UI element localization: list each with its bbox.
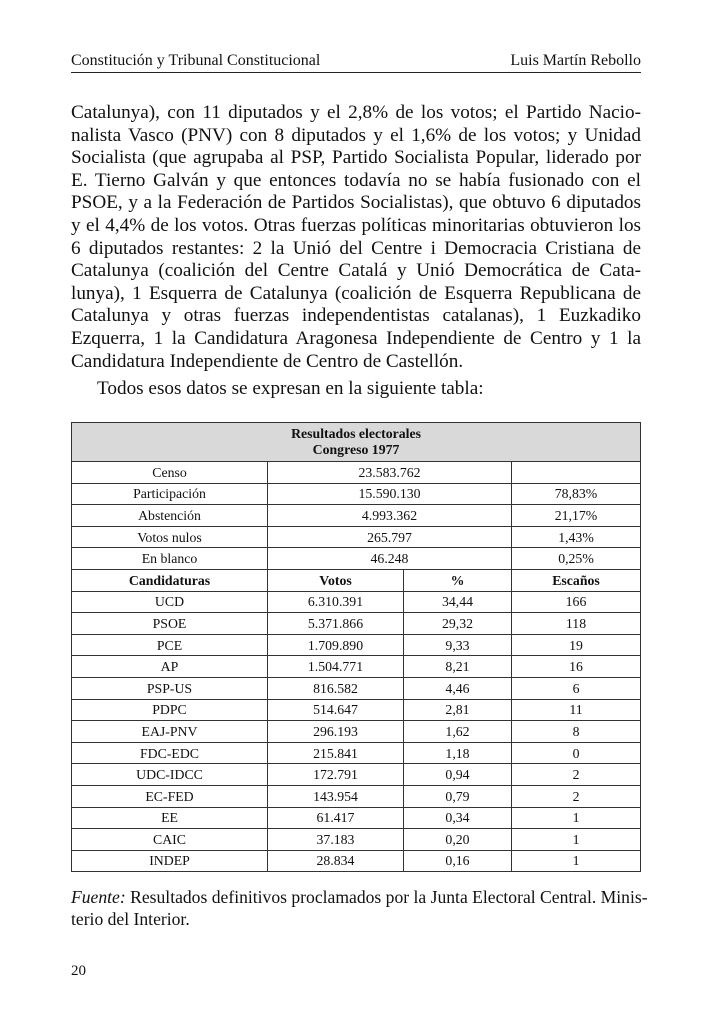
party-seats: 0 [512, 742, 641, 764]
party-votes: 514.647 [268, 699, 404, 721]
party-percent: 0,94 [404, 764, 512, 786]
summary-section [72, 462, 641, 570]
party-name: UCD [72, 591, 268, 613]
table-title-line1: Resultados electorales [291, 426, 421, 441]
source-text-cont: terio del Interior. [71, 909, 190, 929]
body-line: Socialista (que agrupaba al PSP, Partido Socialista Popular, liderado por [71, 147, 641, 169]
party-name: EAJ-PNV [72, 721, 268, 743]
body-line: Candidatura Independiente de Centro de Castellón. [71, 350, 464, 372]
header-book-title: Constitución y Tribunal Constitucional [71, 52, 321, 69]
source-text: Resultados definitivos proclamados por la Junta Electoral Central. Minis- [125, 887, 648, 907]
column-header: Candidaturas [72, 569, 268, 591]
summary-row [72, 462, 641, 484]
party-percent: 0,79 [404, 785, 512, 807]
party-name: AP [72, 656, 268, 678]
party-seats: 2 [512, 764, 641, 786]
column-header: % [404, 569, 512, 591]
table-row [72, 591, 641, 613]
summary-label: Votos nulos [72, 526, 268, 548]
party-votes: 816.582 [268, 677, 404, 699]
table-row [72, 721, 641, 743]
body-line: lunya), 1 Esquerra de Catalunya (coalición de Esquerra Republicana de [71, 282, 641, 304]
party-votes: 172.791 [268, 764, 404, 786]
summary-row [72, 505, 641, 527]
table-row [72, 656, 641, 678]
party-seats: 166 [512, 591, 641, 613]
table-source-note [71, 886, 648, 930]
table-title [72, 423, 641, 462]
summary-value: 15.590.130 [268, 483, 512, 505]
table-row [72, 677, 641, 699]
summary-percent: 21,17% [512, 505, 641, 527]
party-votes: 37.183 [268, 829, 404, 851]
summary-percent: 78,83% [512, 483, 641, 505]
table-row [72, 742, 641, 764]
summary-percent: 0,25% [512, 548, 641, 570]
table-row [72, 829, 641, 851]
table-title-line2: Congreso 1977 [312, 442, 400, 457]
summary-label: Abstención [72, 505, 268, 527]
body-line: Ezquerra, 1 la Candidatura Aragonesa Independiente de Centro y 1 la [71, 327, 641, 349]
column-header: Escaños [512, 569, 641, 591]
party-seats: 8 [512, 721, 641, 743]
party-percent: 9,33 [404, 634, 512, 656]
party-percent: 34,44 [404, 591, 512, 613]
column-header: Votos [268, 569, 404, 591]
summary-row [72, 483, 641, 505]
running-header [71, 52, 641, 73]
body-line: Catalunya y otras fuerzas independentistas catalanas), 1 Euzkadiko [71, 305, 641, 327]
party-seats: 1 [512, 850, 641, 872]
summary-label: Participación [72, 483, 268, 505]
party-seats: 1 [512, 807, 641, 829]
summary-value: 4.993.362 [268, 505, 512, 527]
election-results-table [71, 422, 641, 872]
party-name: CAIC [72, 829, 268, 851]
party-percent: 0,20 [404, 829, 512, 851]
party-name: EE [72, 807, 268, 829]
summary-label: Censo [72, 462, 268, 484]
summary-row [72, 548, 641, 570]
table-row [72, 699, 641, 721]
party-name: PSOE [72, 613, 268, 635]
table-intro: Todos esos datos se expresan en la siguiente tabla: [97, 378, 484, 399]
body-line: nalista Vasco (PNV) con 8 diputados y el 1,6% de los votos; y Unidad [71, 124, 641, 146]
party-seats: 1 [512, 829, 641, 851]
table-row [72, 785, 641, 807]
party-votes: 215.841 [268, 742, 404, 764]
party-name: PDPC [72, 699, 268, 721]
source-label: Fuente: [71, 887, 126, 907]
summary-label: En blanco [72, 548, 268, 570]
party-seats: 118 [512, 613, 641, 635]
party-percent: 0,34 [404, 807, 512, 829]
party-seats: 6 [512, 677, 641, 699]
summary-percent [512, 462, 641, 484]
party-percent: 4,46 [404, 677, 512, 699]
table-row [72, 764, 641, 786]
header-author: Luis Martín Rebollo [510, 52, 641, 69]
summary-row [72, 526, 641, 548]
party-percent: 1,62 [404, 721, 512, 743]
party-name: UDC-IDCC [72, 764, 268, 786]
body-paragraph [71, 102, 641, 373]
table-row [72, 634, 641, 656]
party-seats: 11 [512, 699, 641, 721]
party-votes: 6.310.391 [268, 591, 404, 613]
party-votes: 1.504.771 [268, 656, 404, 678]
body-line: y el 4,4% de los votos. Otras fuerzas políticas minoritarias obtuvieron los [71, 214, 641, 236]
body-line: 6 diputados restantes: 2 la Unió del Centre i Democracia Cristiana de [71, 237, 641, 259]
party-seats: 19 [512, 634, 641, 656]
party-name: PCE [72, 634, 268, 656]
party-percent: 0,16 [404, 850, 512, 872]
party-name: INDEP [72, 850, 268, 872]
party-name: PSP-US [72, 677, 268, 699]
table-row [72, 850, 641, 872]
party-votes: 296.193 [268, 721, 404, 743]
party-seats: 2 [512, 785, 641, 807]
summary-value: 46.248 [268, 548, 512, 570]
party-votes: 5.371.866 [268, 613, 404, 635]
table-row [72, 613, 641, 635]
table-row [72, 807, 641, 829]
party-percent: 8,21 [404, 656, 512, 678]
summary-percent: 1,43% [512, 526, 641, 548]
party-percent: 1,18 [404, 742, 512, 764]
party-seats: 16 [512, 656, 641, 678]
party-name: EC-FED [72, 785, 268, 807]
summary-value: 265.797 [268, 526, 512, 548]
party-name: FDC-EDC [72, 742, 268, 764]
party-results-section [72, 591, 641, 872]
party-percent: 29,32 [404, 613, 512, 635]
party-votes: 1.709.890 [268, 634, 404, 656]
body-line: Catalunya (coalición del Centre Catalá y Unió Democrática de Cata- [71, 260, 641, 282]
body-line: Catalunya), con 11 diputados y el 2,8% de los votos; el Partido Nacio- [71, 102, 641, 123]
body-line: E. Tierno Galván y que entonces todavía no se había fusionado con el [71, 169, 641, 191]
column-header-row [72, 569, 641, 591]
party-votes: 143.954 [268, 785, 404, 807]
party-votes: 28.834 [268, 850, 404, 872]
body-line: PSOE, y a la Federación de Partidos Socialistas), que obtuvo 6 diputados [71, 192, 641, 214]
summary-value: 23.583.762 [268, 462, 512, 484]
party-percent: 2,81 [404, 699, 512, 721]
page-number: 20 [71, 963, 86, 979]
party-votes: 61.417 [268, 807, 404, 829]
